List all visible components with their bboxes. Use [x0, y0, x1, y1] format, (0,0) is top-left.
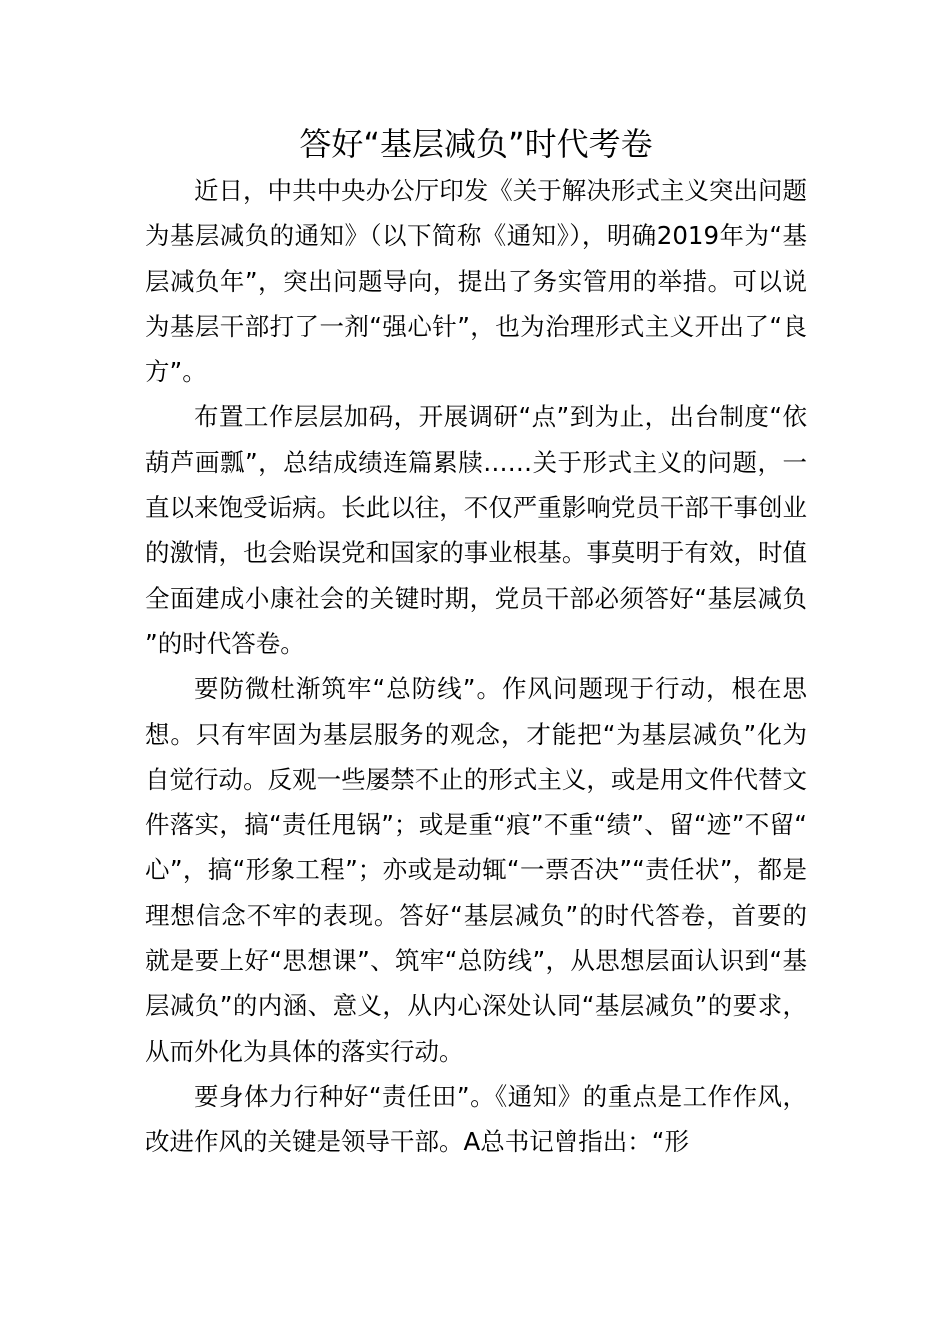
document-body [145, 120, 807, 1165]
paragraph-2: 布置工作层层加码，开展调研“点”到为止，出台制度“依葫芦画瓢”，总结成绩连篇累牍……关于形式主义的问题，一直以来饱受诟病。长此以往，不仅严重影响党员干部干事创业的激情，也会贻误党和国家的事业根基。事莫明于有效，时值全面建成小康社会的关键时期，党员干部必须答好“基层减负”的时代答卷。 [145, 402, 807, 658]
paragraph-1: 近日，中共中央办公厅印发《关于解决形式主义突出问题为基层减负的通知》（以下简称《通知》），明确2019年为“基层减负年”，突出问题导向，提出了务实管用的举措。可以说为基层干部打了一剂“强心针”，也为治理形式主义开出了“良方”。 [145, 176, 807, 387]
document-title: 答好“基层减负”时代考卷 [299, 125, 653, 163]
paragraph-4: 要身体力行种好“责任田”。《通知》的重点是工作作风，改进作风的关键是领导干部。A总书记曾指出：“形 [145, 1081, 807, 1157]
paragraph-3: 要防微杜渐筑牢“总防线”。作风问题现于行动，根在思想。只有牢固为基层服务的观念，才能把“为基层减负”化为自觉行动。反观一些屡禁不止的形式主义，或是用文件代替文件落实，搞“责任甩锅”；或是重“痕”不重“绩”、留“迹”不留“心”，搞“形象工程”；亦或是动辄“一票否决”“责任状”，都是理想信念不牢的表现。答好“基层减负”的时代答卷，首要的就是要上好“思想课”、筑牢“总防线”，从思想层面认识到“基层减负”的内涵、意义，从内心深处认同“基层减负”的要求，从而外化为具体的落实行动。 [145, 674, 807, 1066]
